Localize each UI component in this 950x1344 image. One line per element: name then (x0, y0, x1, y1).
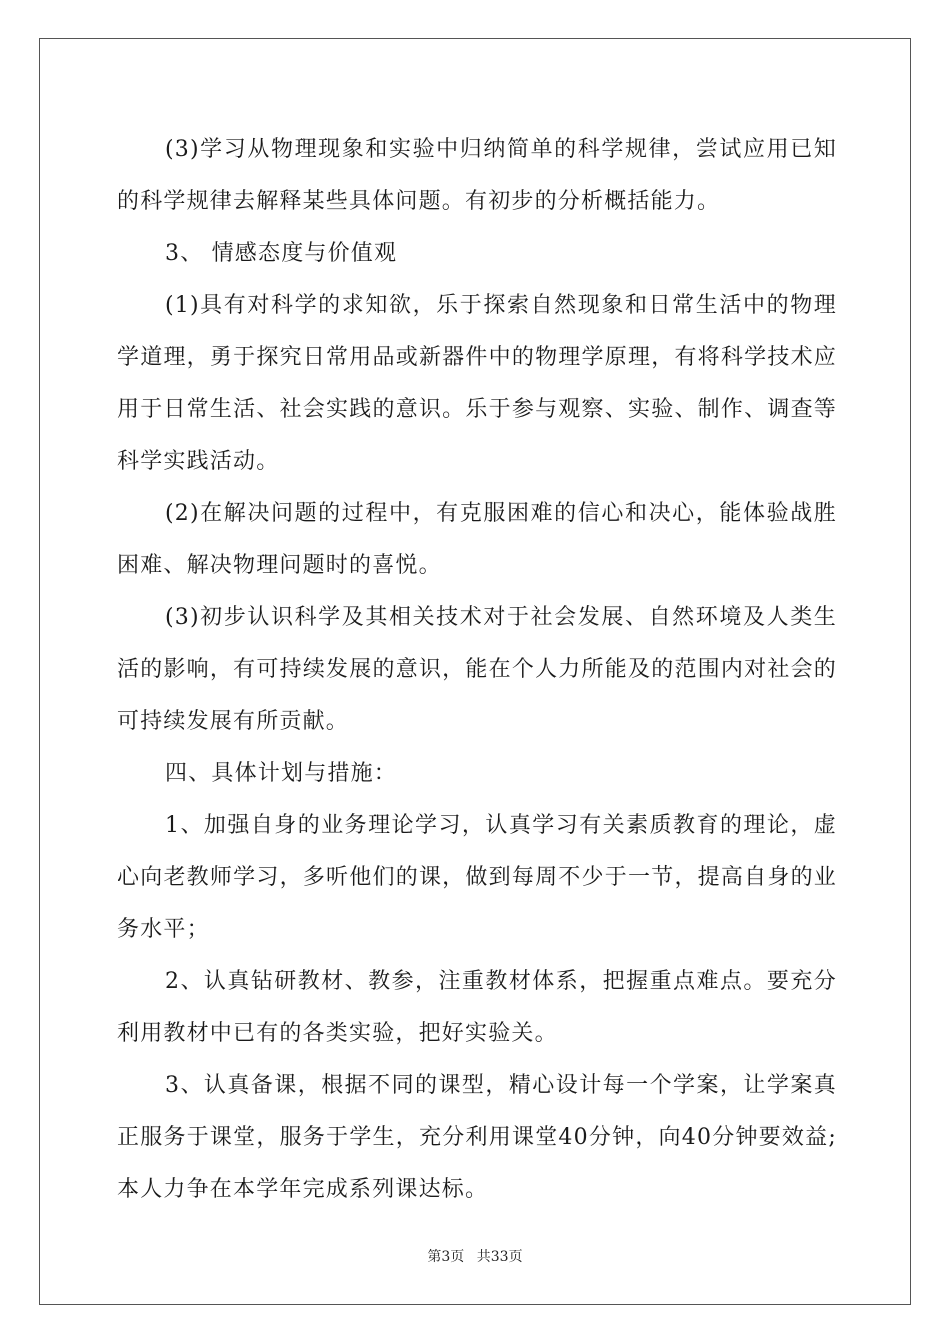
section-heading-attitude: 3、 情感态度与价值观 (165, 241, 398, 266)
paragraph-attitude-2: (2)在解决问题的过程中，有克服困难的信心和决心，能体验战胜困难、解决物理问题时的喜悦。 (117, 501, 837, 578)
section-heading-plan: 四、具体计划与措施： (165, 761, 398, 786)
paragraph-plan-1: 1、加强自身的业务理论学习，认真学习有关素质教育的理论，虚心向老教师学习，多听他们的课，做到每周不少于一节，提高自身的业务水平； (117, 813, 837, 942)
paragraph-plan-2: 2、认真钻研教材、教参，注重教材体系，把握重点难点。要充分利用教材中已有的各类实验，把好实验关。 (117, 969, 837, 1046)
paragraph-attitude-1: (1)具有对科学的求知欲，乐于探索自然现象和日常生活中的物理学道理，勇于探究日常用品或新器件中的物理学原理，有将科学技术应用于日常生活、社会实践的意识。乐于参与观察、实验、制作、调查等科学实践活动。 (117, 293, 837, 474)
paragraph-3-3: (3)学习从物理现象和实验中归纳简单的科学规律，尝试应用已知的科学规律去解释某些具体问题。有初步的分析概括能力。 (117, 137, 837, 214)
document-body (117, 124, 837, 1216)
paragraph-attitude-3: (3)初步认识科学及其相关技术对于社会发展、自然环境及人类生活的影响，有可持续发展的意识，能在个人力所能及的范围内对社会的可持续发展有所贡献。 (117, 605, 837, 734)
page-total: 共33页 (476, 1249, 523, 1265)
page-footer (0, 1246, 950, 1266)
page-number: 第3页 (427, 1249, 465, 1265)
paragraph-plan-3: 3、认真备课，根据不同的课型，精心设计每一个学案，让学案真正服务于课堂，服务于学生，充分利用课堂40分钟，向40分钟要效益;本人力争在本学年完成系列课达标。 (117, 1073, 837, 1202)
